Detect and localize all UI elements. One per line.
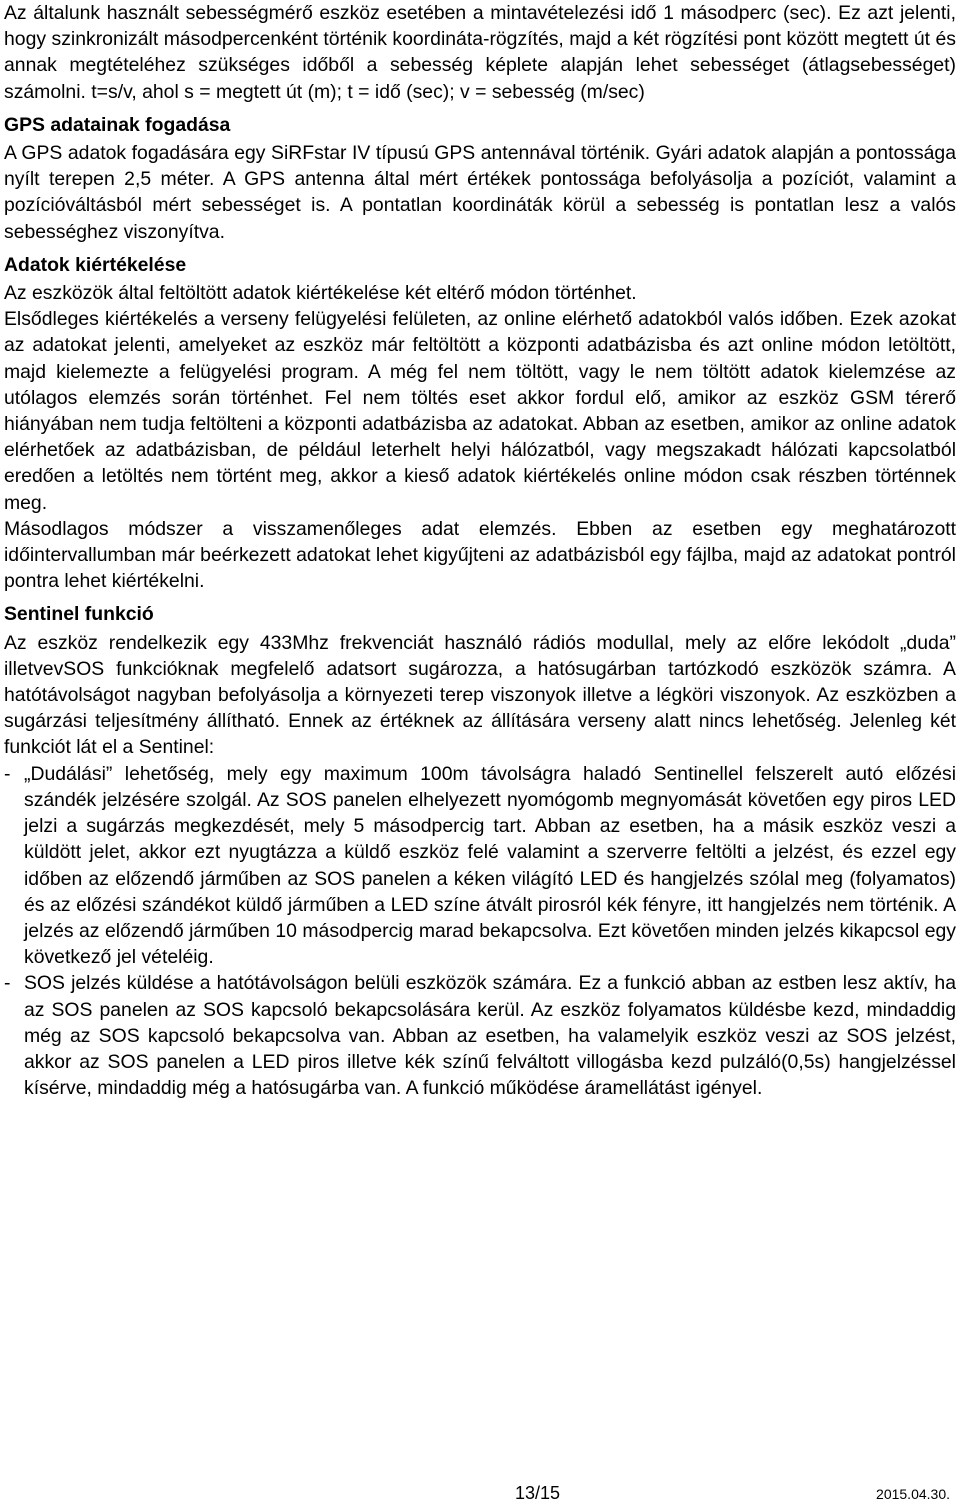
sos-function-text: SOS jelzés küldése a hatótávolságon belüli eszközök számára. Ez a funkció abban az estben lesz aktív, ha az SOS panelen az SOS kapcsoló bekapcsolására kerül. Az eszköz folyamatos küldésbe kezd, mindaddig még az SOS kapcsoló bekapcsolva van. Abban az esetben, ha valamelyik eszköz veszi az SOS jelzést, akkor az SOS panelen a LED piros illetve kék színű felváltott villogásba kezd pulzáló(0,5s) hangjelzéssel kísérve, mindaddig még a hatósugárba van. A funkció működése áramellátást igényel. (24, 972, 956, 1100)
intro-paragraph: Az általunk használt sebességmérő eszköz esetében a mintavételezési idő 1 másodperc (sec). Ez azt jelenti, hogy szinkronizált másodpercenként történik koordináta-rögzítés, majd a két rögzítési pont között megtett út és annak megtételéhez szükséges időből a sebesség képlete alapján lehet sebességet (átlagsebességet) számolni. t=s/v, ahol s = megtett út (m); t = idő (sec); v = sebesség (m/sec) (4, 2, 956, 103)
list-item (4, 761, 956, 971)
evaluation-intro: Az eszközök által feltöltött adatok kiértékelése két eltérő módon történhet. (4, 282, 637, 305)
sentinel-heading: Sentinel funkció (4, 603, 154, 626)
honk-function-text: „Dudálási” lehetőség, mely egy maximum 100m távolságra haladó Sentinellel felszerelt autó előzési szándék jelzésére szolgál. Az SOS panelen elhelyezett nyomógomb megnyomását követően egy piros LED jelzi a sugárzás megkezdését, mely 5 másodpercig tart. Abban az esetben, ha a másik eszköz veszi a küldött jelet, akkor ezt nyugtázza a küldő eszköz felé valamint a szerverre feltölti a jelzést, és ezzel egy időben az előzendő járműben az SOS panelen a kéken világító LED és hangjelzés szólal meg (folyamatos) és az előzési szándékot küldő járműben a LED színe átvált pirosról kék fényre, itt hangjelzés nem történik. A jelzés az előzendő járműben 10 másodpercig marad bekapcsolva. Ezt követően minden jelzés kikapcsol egy következő jel vételéig. (24, 762, 956, 969)
list-dash: - (4, 972, 11, 995)
secondary-evaluation-paragraph: Másodlagos módszer a visszamenőleges adat elemzés. Ebben az esetben egy meghatározott időintervallumban már beérkezett adatokat lehet kigyűjteni az adatbázisból egy fájlba, majd az adatokat pontról pontra lehet kiértékelni. (4, 517, 956, 593)
document-page (4, 0, 956, 1101)
sentinel-function-list (4, 761, 956, 1102)
sentinel-paragraph: Az eszköz rendelkezik egy 433Mhz frekvenciát használó rádiós modullal, mely az előre lekódolt „duda” illetvevSOS funkcióknak megfelelő adatsort sugározza, a hatósugárban tartózkodó eszközök számra. A hatótávolságot nagyban befolyásolja a környezeti terep viszonyok illetve a légköri viszonyok. Az eszközben a sugárzási teljesítmény állítható. Ennek az értéknek az állítására verseny alatt nincs lehetőség. Jelenleg két funkciót lát el a Sentinel: (4, 631, 956, 759)
evaluation-heading: Adatok kiértékelése (4, 253, 187, 276)
gps-paragraph: A GPS adatok fogadására egy SiRFstar IV típusú GPS antennával történik. Gyári adatok alapján a pontossága nyílt terepen 2,5 méter. A GPS antenna által mért értékek pontossága befolyásolja a pozíciót, valamint a pozícióváltásból mért sebességet is. A pontatlan koordináták körül a sebesség is pontatlan lesz a valós sebességhez viszonyítva. (4, 142, 956, 243)
list-dash: - (4, 762, 11, 785)
page-number: 13/15 (515, 1483, 561, 1503)
primary-evaluation-paragraph: Elsődleges kiértékelés a verseny felügyelési felületen, az online elérhető adatokból valós időben. Ezek azokat az adatokat jelenti, amelyeket az eszköz már feltöltött a központi adatbázisba és azt online módon letöltött, majd kielemezte a felügyelési program. A még fel nem töltött, vagy le nem töltött adatok kielemzése az utólagos elemzés során történhet. Fel nem töltés eset akkor fordul elő, amikor az eszköz GSM térerő hiányában nem tudja feltölteni a központi adatbázisba az adatokat. Abban az esetben, amikor az online adatok elérhetőek az adatbázisban, de például leterhelt helyi hálózatból, vagy megszakadt hálózati kapcsolatból eredően a letöltés nem történt meg, akkor a kieső adatok kiértékelés online módon csak részben történnek meg. (4, 308, 956, 514)
page-footer (0, 1483, 960, 1503)
footer-date: 2015.04.30. (876, 1486, 950, 1502)
list-item (4, 970, 956, 1101)
gps-heading: GPS adatainak fogadása (4, 113, 231, 136)
